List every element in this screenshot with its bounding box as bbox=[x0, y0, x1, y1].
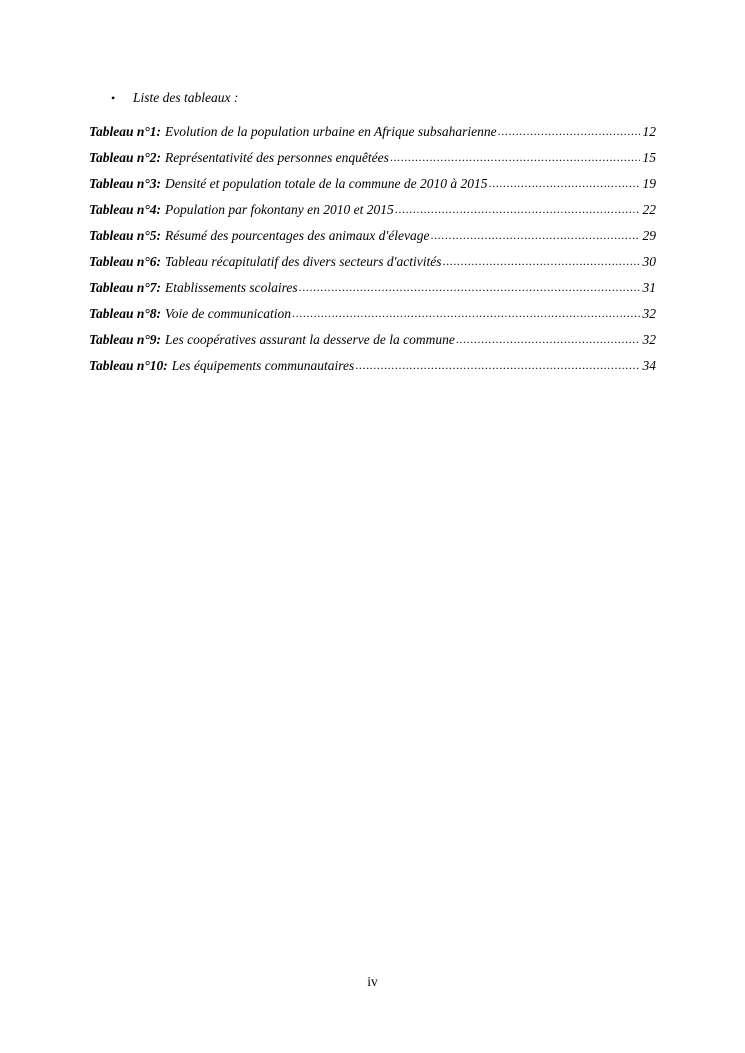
toc-entry-label: Tableau n°9: bbox=[89, 332, 162, 347]
toc-entry-page: 29 bbox=[642, 228, 656, 243]
toc-entry-page: 32 bbox=[642, 332, 656, 347]
toc-entry-page: 15 bbox=[642, 150, 656, 165]
toc-entry-page: 19 bbox=[642, 176, 656, 191]
toc-entry-page: 30 bbox=[642, 254, 656, 269]
toc-entry-label: Tableau n°4: bbox=[89, 202, 162, 217]
toc-entry[interactable] bbox=[89, 150, 656, 176]
toc-entry-label: Tableau n°6: bbox=[89, 254, 162, 269]
list-heading-text: Liste des tableaux : bbox=[133, 90, 239, 105]
toc-entry-title: Résumé des pourcentages des animaux d'élevage bbox=[165, 228, 430, 243]
toc-dot-leader bbox=[390, 149, 640, 165]
toc-entry-title: Etablissements scolaires bbox=[165, 280, 298, 295]
toc-entry[interactable] bbox=[89, 306, 656, 332]
toc-entry-page: 31 bbox=[642, 280, 656, 295]
toc-entry-title: Evolution de la population urbaine en Afrique subsaharienne bbox=[165, 124, 497, 139]
toc-entry-label: Tableau n°5: bbox=[89, 228, 162, 243]
toc-entry-title: Voie de communication bbox=[165, 306, 292, 321]
toc-entry-title: Les coopératives assurant la desserve de la commune bbox=[165, 332, 455, 347]
toc-entry-title: Représentativité des personnes enquêtées bbox=[165, 150, 389, 165]
list-heading bbox=[111, 90, 238, 106]
toc-entry-title: Les équipements communautaires bbox=[171, 358, 355, 373]
toc-entry-page: 34 bbox=[642, 358, 656, 373]
page-number: iv bbox=[367, 974, 378, 989]
toc-dot-leader bbox=[292, 305, 639, 321]
toc-entry[interactable] bbox=[89, 358, 656, 384]
toc-dot-leader bbox=[395, 201, 640, 217]
toc-dot-leader bbox=[355, 357, 639, 373]
toc-entry[interactable] bbox=[89, 228, 656, 254]
toc-dot-leader bbox=[443, 253, 640, 269]
toc-entry-label: Tableau n°3: bbox=[89, 176, 162, 191]
toc-entry[interactable] bbox=[89, 202, 656, 228]
toc-entry-label: Tableau n°1: bbox=[89, 124, 162, 139]
toc-entry-label: Tableau n°8: bbox=[89, 306, 162, 321]
toc-dot-leader bbox=[456, 331, 640, 347]
toc-entry-title: Densité et population totale de la commune de 2010 à 2015 bbox=[165, 176, 488, 191]
toc-entry-title: Tableau récapitulatif des divers secteurs d'activités bbox=[165, 254, 442, 269]
toc-entry-page: 22 bbox=[642, 202, 656, 217]
toc-entry[interactable] bbox=[89, 332, 656, 358]
toc-entry-title: Population par fokontany en 2010 et 2015 bbox=[165, 202, 394, 217]
toc-entry[interactable] bbox=[89, 254, 656, 280]
toc-entry-page: 32 bbox=[642, 306, 656, 321]
bullet-icon: • bbox=[111, 90, 116, 105]
toc-dot-leader bbox=[299, 279, 640, 295]
toc-dot-leader bbox=[498, 123, 640, 139]
toc-entry[interactable] bbox=[89, 124, 656, 150]
toc-entry[interactable] bbox=[89, 280, 656, 306]
toc-entry-label: Tableau n°10: bbox=[89, 358, 168, 373]
toc-entry-label: Tableau n°2: bbox=[89, 150, 162, 165]
toc-dot-leader bbox=[489, 175, 640, 191]
toc-dot-leader bbox=[430, 227, 639, 243]
toc-entry-page: 12 bbox=[642, 124, 656, 139]
table-of-tables bbox=[89, 124, 656, 384]
toc-entry-label: Tableau n°7: bbox=[89, 280, 162, 295]
toc-entry[interactable] bbox=[89, 176, 656, 202]
